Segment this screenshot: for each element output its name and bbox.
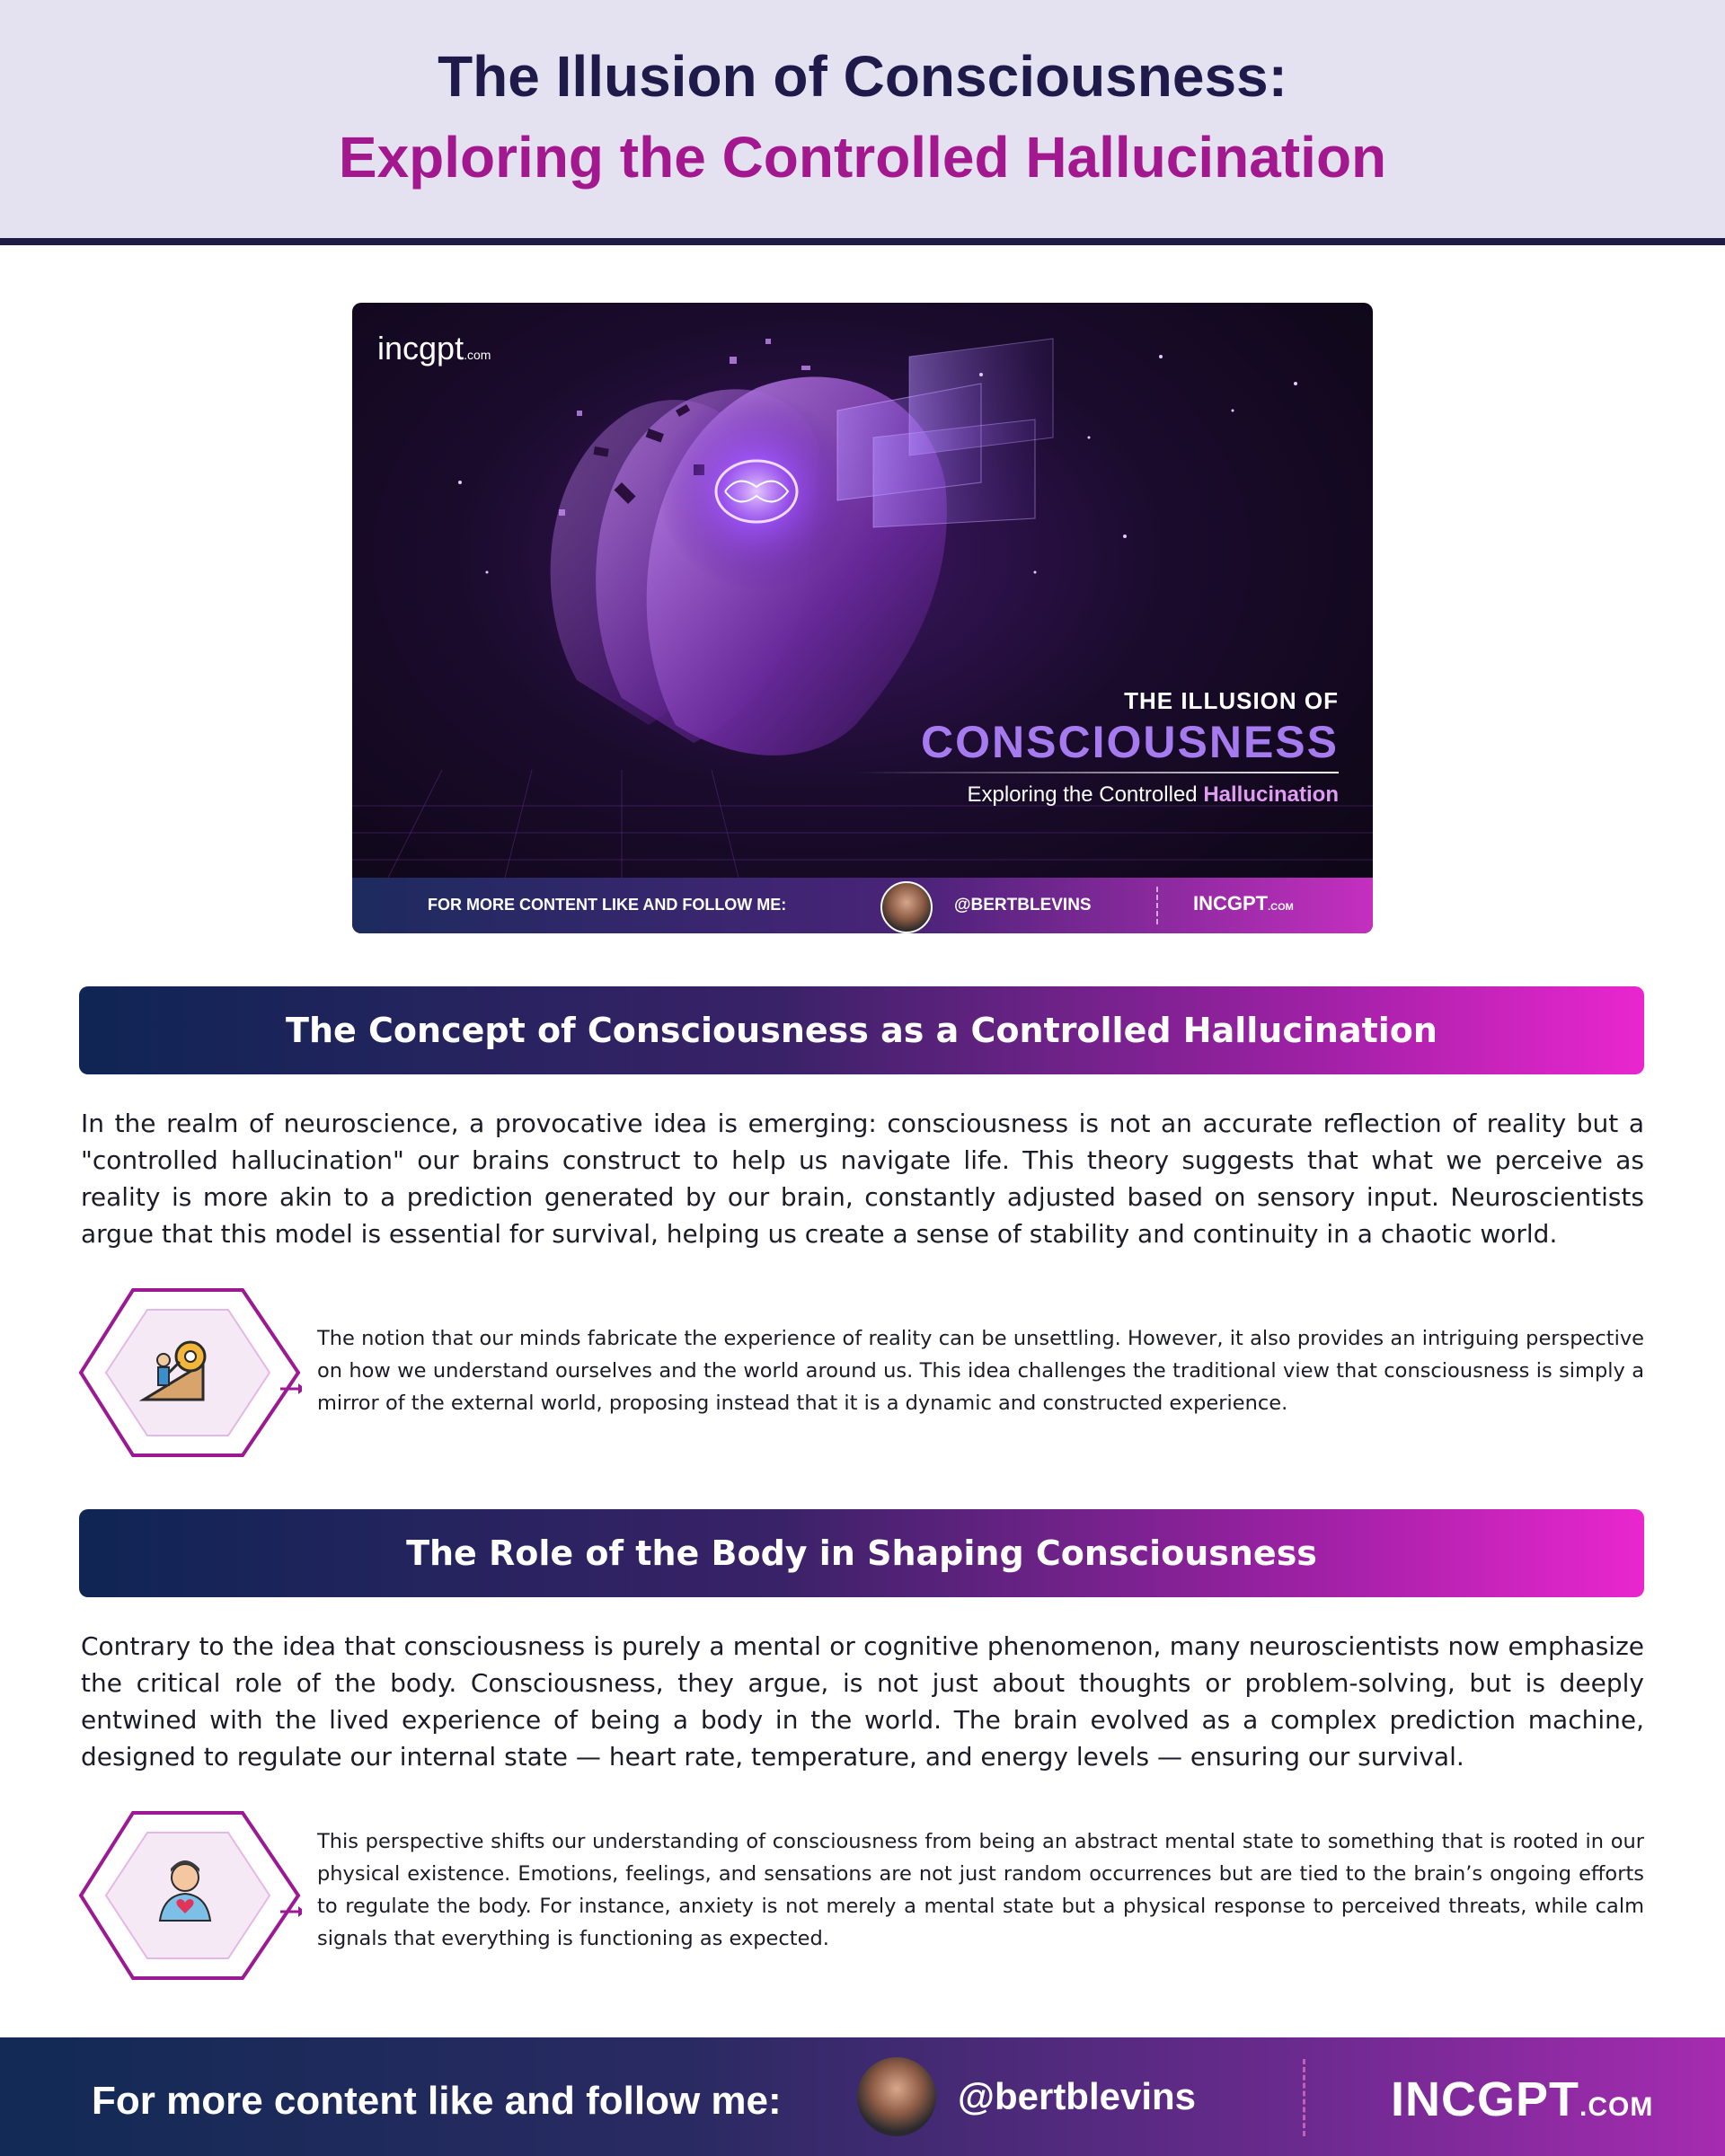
hero-subtitle: Exploring the Controlled Hallucination xyxy=(967,782,1339,807)
footer-handle-link[interactable]: @bertblevins xyxy=(958,2075,1197,2117)
hero-follow-bar xyxy=(352,878,1373,933)
hero-divider xyxy=(854,772,1339,773)
section-body-2: Contrary to the idea that consciousness is purely a mental or cognitive phenomenon, many neuroscientists now emphasize the critical role of the body. Consciousness, they argue, is not just about thoughts or problem-solving, but is deeply entwined with the lived experience of being a body in the world. The brain evolved as a complex prediction machine, designed to regulate our internal state — heart rate, temperature, and energy levels — ensuring our survival. xyxy=(81,1631,1644,1772)
page-subtitle: Exploring the Controlled Hallucination xyxy=(338,125,1387,190)
avatar xyxy=(857,2057,936,2136)
footer-follow-text: For more content like and follow me: xyxy=(92,2079,782,2123)
hero-handle[interactable]: @BERTBLEVINS xyxy=(954,896,1092,915)
hero-title-top: THE ILLUSION OF xyxy=(1124,687,1339,714)
divider xyxy=(1156,887,1158,924)
page-header xyxy=(0,0,1725,238)
footer-bar xyxy=(0,2037,1725,2156)
hero-banner-image xyxy=(352,303,1373,933)
hero-title-main: CONSCIOUSNESS xyxy=(921,717,1339,767)
section-note-1: The notion that our minds fabricate the experience of reality can be unsettling. However, it also provides an intriguing perspective on how we understand ourselves and the world around us. This idea challenges the traditional view that consciousness is simply a mirror of the external world, proposing instead that it is a dynamic and constructed experience. xyxy=(317,1327,1644,1415)
hero-follow-text: FOR MORE CONTENT LIKE AND FOLLOW ME: xyxy=(428,896,787,914)
section-heading-1: The Concept of Consciousness as a Controlled Hallucination xyxy=(79,986,1644,1074)
section-body-1: In the realm of neuroscience, a provocative idea is emerging: consciousness is not an accurate reflection of reality but a "controlled hallucination" our brains construct to help us navigate life. This theory suggests that what we perceive as reality is more akin to a prediction generated by our brain, constantly adjusted based on sensory input. Neuroscientists argue that this model is essential for survival, helping us create a sense of stability and continuity in a chaotic world. xyxy=(81,1109,1644,1249)
section-1-hexagon-badge xyxy=(77,1283,302,1462)
header-divider xyxy=(0,238,1725,245)
section-heading-2: The Role of the Body in Shaping Consciousness xyxy=(79,1509,1644,1597)
hero-brand[interactable]: INCGPT.COM xyxy=(1193,892,1294,915)
footer-brand-link[interactable]: INCGPT.COM xyxy=(1391,2072,1654,2126)
section-2-hexagon-badge xyxy=(77,1806,302,1985)
hero-logo: incgpt.com xyxy=(377,330,491,367)
divider xyxy=(1303,2059,1305,2136)
avatar xyxy=(880,881,933,933)
page-title: The Illusion of Consciousness: xyxy=(438,44,1287,109)
section-note-2: This perspective shifts our understanding of consciousness from being an abstract mental state to something that is rooted in our physical existence. Emotions, feelings, and sensations are not just random occurrences but are tied to the brain’s ongoing efforts to regulate the body. For instance, anxiety is not merely a mental state but a physical response to perceived threats, while calm signals that everything is functioning as expected. xyxy=(317,1830,1644,1950)
